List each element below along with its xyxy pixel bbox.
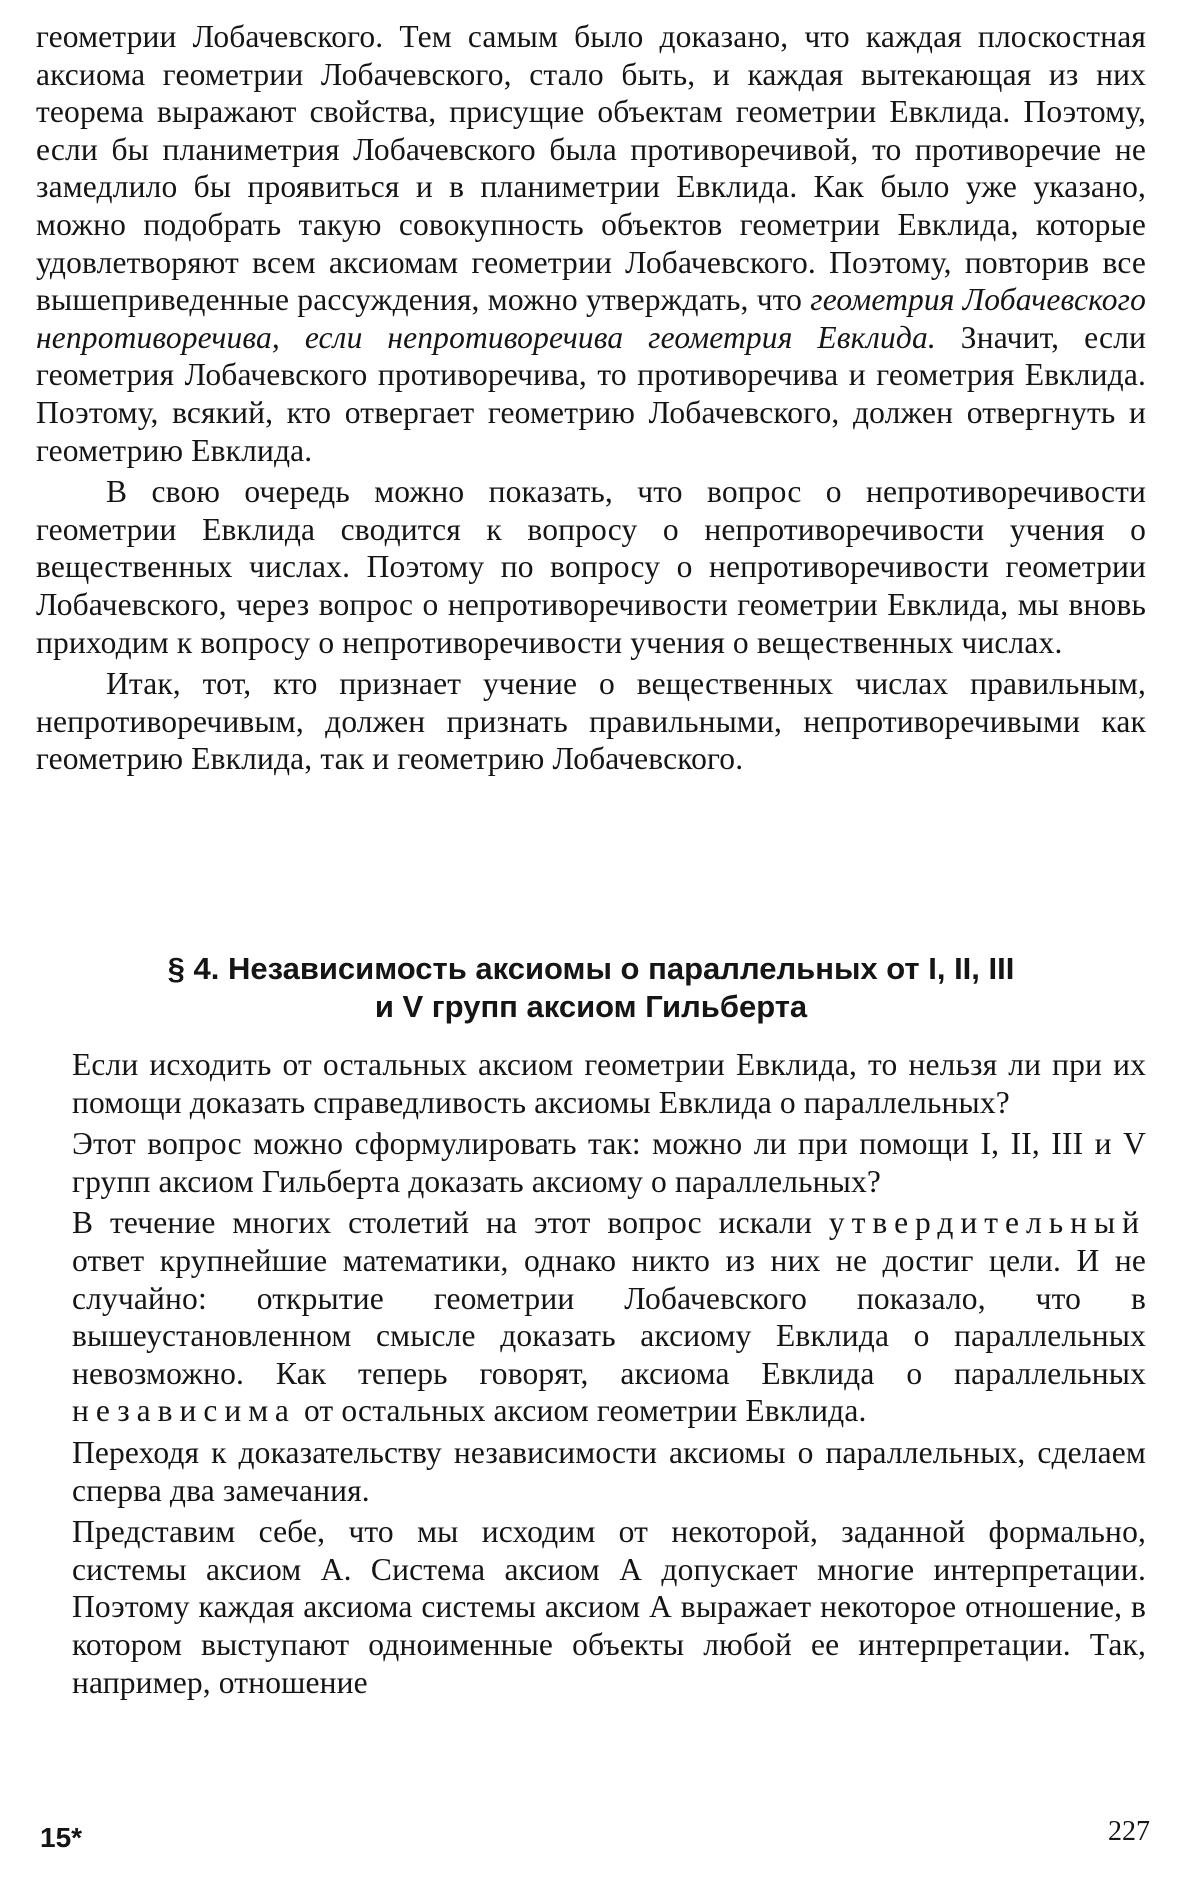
- paragraph-6-spaced-word-1: утвердительный: [828, 1205, 1146, 1241]
- paragraph-6-spaced-word-2: независима: [72, 1393, 296, 1429]
- paragraph-2: В свою очередь можно показать, что вопрос о непротиворечивости геометрии Евклида сводится к вопросу о непротиворечивости учения о вещественных числах. Поэтому по вопросу о непротиворечивости геометрии Лобачевского, через вопрос о непротиворечивости геометрии Евклида, мы вновь приходим к вопросу о непротиворечивости учения о вещественных числах.: [36, 474, 1146, 660]
- paragraph-7: Переходя к доказательству независимости аксиомы о параллельных, сделаем сперва два замечания.: [72, 1434, 1146, 1508]
- paragraph-1-text: геометрии Лобачевского. Тем самым было доказано, что каждая плоскостная аксиома геометрии Лобачевского, стало быть, и каждая вытекающая из них теорема выражают свойства, присущие объектам геометрии Евклида. Поэтому, если бы планиметрия Лобачевского была противоречивой, то противоречие не замедлило бы проявиться и в планиметрии Евклида. Как было уже указано, можно подобрать такую совокупность объектов геометрии Евклида, которые удовлетворяют всем аксиомам геометрии Лобачевского. Поэтому, повторив все вышеприведенные рассуждения, можно утверждать, что: [36, 19, 1146, 318]
- paragraph-6-part-b: ответ крупнейшие математики, однако никто из них не достиг цели. И не случайно: открытие геометрии Лобачевского показало, что в вышеустановленном смысле доказать аксиому Евклида о параллельных невозможно. Как теперь говорят, аксиома Евклида о параллельных: [72, 1242, 1146, 1391]
- paragraph-8: Представим себе, что мы исходим от некоторой, заданной формально, системы аксиом А. Система аксиом А допускает многие интерпретации. Поэтому каждая аксиома системы аксиом А выражает некоторое отношение, в котором выступают одноименные объекты любой ее интерпретации. Так, например, отношение: [72, 1514, 1146, 1700]
- page-footer: [40, 1816, 1150, 1862]
- section-heading-line-2: и V групп аксиом Гильберта: [374, 989, 808, 1024]
- paragraph-1-tail: Значит, если геометрия Лобачевского противоречива, то противоречива и геометрия Евклида. Поэтому, всякий, кто отвергает геометрию Лобачевского, должен отвергнуть и геометрию Евклида.: [36, 319, 1146, 468]
- paragraph-6-part-c: от остальных аксиом геометрии Евклида.: [295, 1393, 867, 1429]
- text-block-top: [36, 18, 1146, 778]
- paragraph-4: Если исходить от остальных аксиом геометрии Евклида, то нельзя ли при их помощи доказать справедливость аксиомы Евклида о параллельных?: [72, 1047, 1146, 1120]
- book-page: [36, 18, 1146, 1878]
- paragraph-6-part-a: В течение многих столетий на этот вопрос искали: [72, 1205, 829, 1241]
- paragraph-6: [72, 1204, 1146, 1430]
- section-heading: [36, 950, 1146, 1026]
- paragraph-1-italic-statement: геометрия Лобачевского непротиворечива, если непротиворечива геометрия Евклида.: [36, 282, 1146, 355]
- paragraph-3: Итак, тот, кто признает учение о вещественных числах правильным, непротиворечивым, должен признать правильными, непротиворечивыми как геометрию Евклида, так и геометрию Лобачевского.: [36, 666, 1146, 777]
- text-block-section: [72, 1046, 1146, 1701]
- section-heading-line-1: § 4. Независимость аксиомы о параллельных от I, II, III: [167, 951, 1015, 986]
- signature-mark: 15*: [40, 1822, 83, 1853]
- page-number: 227: [1108, 1816, 1150, 1847]
- paragraph-1: [36, 18, 1146, 469]
- paragraph-5: Этот вопрос можно сформулировать так: можно ли при помощи I, II, III и V групп аксиом Гильберта доказать аксиому о параллельных?: [72, 1126, 1146, 1199]
